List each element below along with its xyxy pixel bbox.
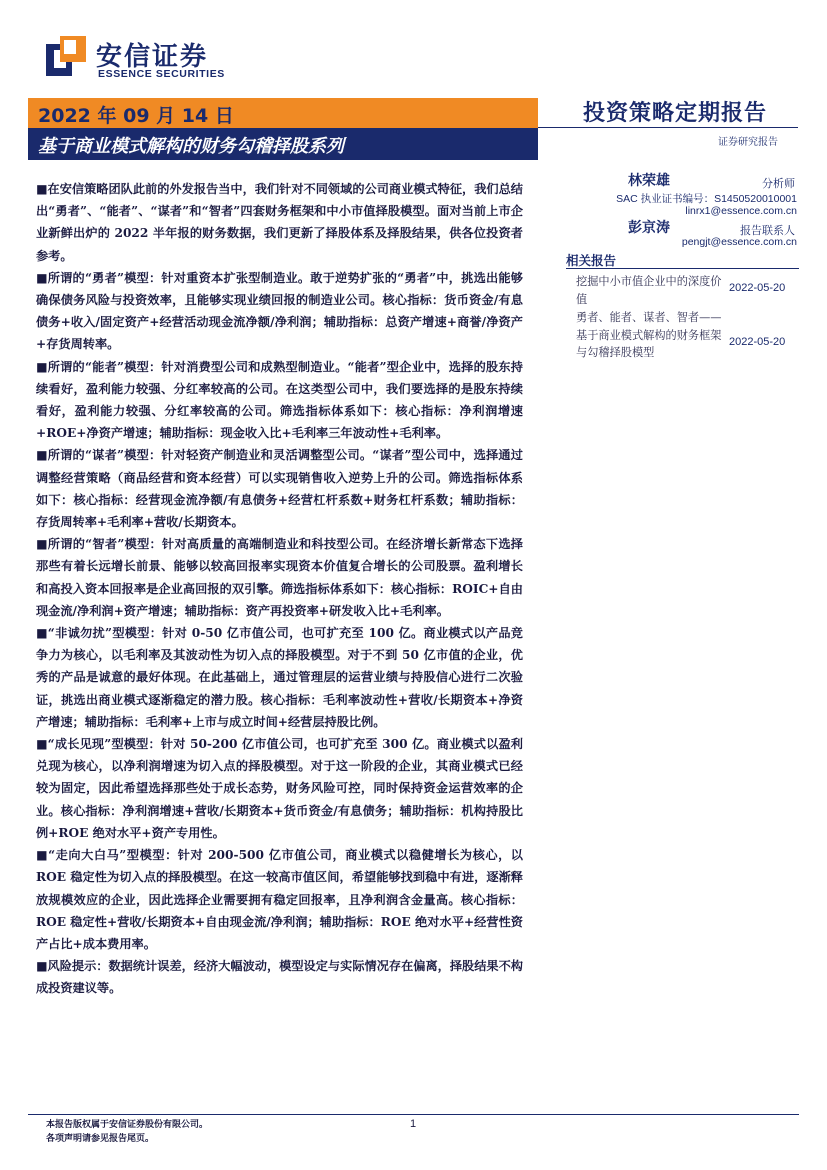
paragraph: ■“非诚勿扰”型模型：针对 0-50 亿市值公司，也可扩充至 100 亿。商业模式以产品竞争力为核心，以毛利率及其波动性为切入点的择股模型。对于不到 50 亿市值的企业，优秀的产品是诚意的最好体现。在此基础上，通过管理层的运营业绩与持股信心进行二次验证，挑选出商业模式逐渐稳定的潜力股。核心指标：毛利率波动性+营收/长期资本+净资产增速；辅助指标：毛利率+上市与成立时间+经营层持股比例。 xyxy=(36,626,523,729)
analyst-role: 分析师 xyxy=(762,177,795,190)
report-date: 2022 年 09 月 14 日 xyxy=(38,105,234,127)
footer-disclaimer: 各项声明请参见报告尾页。 xyxy=(46,1134,155,1144)
contact-email[interactable]: pengjt@essence.com.cn xyxy=(681,236,797,248)
footer-divider xyxy=(28,1114,799,1115)
essence-logo xyxy=(46,36,86,76)
related-report-date: 2022-05-20 xyxy=(729,282,786,294)
related-report-title[interactable]: 挖掘中小市值企业中的深度价值 xyxy=(576,275,722,306)
header-divider xyxy=(538,127,798,128)
report-title: 基于商业模式解构的财务勾稽择股系列 xyxy=(38,136,344,157)
analyst-cert: SAC 执业证书编号：S1450520010001 xyxy=(616,193,797,205)
contact-role: 报告联系人 xyxy=(740,224,795,237)
footer-copyright: 本报告版权属于安信证券股份有限公司。 xyxy=(46,1120,209,1130)
paragraph: ■“成长见现”型模型：针对 50-200 亿市值公司，也可扩充至 300 亿。商业模式以盈利兑现为核心，以净利润增速为切入点的择股模型。对于这一阶段的企业，其商业模式已经较为固定，因此希望选择那些处于成长态势，财务风险可控，同时保持资金运营效率的企业。核心指标：净利润增速+营收/长期资本+货币资金/有息债务；辅助指标：机构持股比例+ROE 绝对水平+资产专用性。 xyxy=(36,737,523,840)
paragraph: ■所谓的“勇者”模型：针对重资本扩张型制造业。敢于逆势扩张的“勇者”中，挑选出能够确保债务风险与投资效率，且能够实现业绩回报的制造业公司。核心指标：货币资金/有息债务+收入/固定资产+经营活动现金流净额/净利润；辅助指标：总资产增速+商誉/净资产+存货周转率。 xyxy=(36,270,523,352)
contact-name: 彭京涛 xyxy=(628,220,670,236)
related-report-date: 2022-05-20 xyxy=(729,336,786,348)
analyst-email[interactable]: linrx1@essence.com.cn xyxy=(685,205,797,217)
paragraph: ■风险提示：数据统计误差，经济大幅波动，模型设定与实际情况存在偏离，择股结果不构成投资建议等。 xyxy=(36,959,523,996)
paragraph: ■所谓的“谋者”模型：针对轻资产制造业和灵活调整型公司。“谋者”型公司中，选择通过调整经营策略（商品经营和资本经营）可以实现销售收入逆势上升的公司。筛选指标体系如下：核心指标：经营现金流净额/有息债务+经营杠杆系数+财务杠杆系数；辅助指标：存货周转率+毛利率+营收/长期资本。 xyxy=(36,448,523,530)
related-report-title[interactable]: 勇者、能者、谋者、智者——基于商业模式解构的财务框架与勾稽择股模型 xyxy=(576,311,722,359)
related-reports-heading: 相关报告 xyxy=(566,253,617,268)
paragraph: ■“走向大白马”型模型：针对 200-500 亿市值公司，商业模式以稳健增长为核心，以 ROE 稳定性为切入点的择股模型。在这一较高市值区间，希望能够找到稳中有进，逐渐释放规模效应的企业，因此选择企业需要拥有稳定回报率，且净利润含金量高。核心指标：ROE 稳定性+营收/长期资本+自由现金流/净利润；辅助指标：ROE 绝对水平+经营性资产占比+成本费用率。 xyxy=(36,848,523,951)
paragraph: ■所谓的“智者”模型：针对高质量的高端制造业和科技型公司。在经济增长新常态下选择那些有着长远增长前景、能够以较高回报率实现资本价值复合增长的公司股票。盈利增长和高投入资本回报率是企业高回报的双引擎。筛选指标体系如下：核心指标：ROIC+自由现金流/净利润+资产增速；辅助指标：资产再投资率+研发收入比+毛利率。 xyxy=(36,537,523,618)
analyst-name: 林荣雄 xyxy=(628,173,670,189)
related-divider xyxy=(566,268,799,269)
paragraph: ■在安信策略团队此前的外发报告当中，我们针对不同领域的公司商业模式特征，我们总结出“勇者”、“能者”、“谋者”和“智者”四套财务框架和中小市值择股模型。面对当前上市企业新鲜出炉的 2022 半年报的财务数据，我们更新了择股体系及择股结果，供各位投资者参考。 xyxy=(36,182,523,263)
report-subtype: 证券研究报告 xyxy=(718,137,778,148)
page-number: 1 xyxy=(410,1118,417,1130)
paragraph: ■所谓的“能者”模型：针对消费型公司和成熟型制造业。“能者”型企业中，选择的股东持续看好，盈利能力较强、分红率较高的公司。在这类型公司中，我们要选择的是股东持续看好，盈利能力较强、分红率较高的公司。筛选指标体系如下：核心指标：净利润增速+ROE+净资产增速；辅助指标：现金收入比+毛利率三年波动性+毛利率。 xyxy=(36,359,523,441)
brand-name-en: ESSENCE SECURITIES xyxy=(98,68,225,80)
report-summary xyxy=(36,178,523,1000)
brand-name-cn: 安信证券 xyxy=(96,42,209,72)
report-type: 投资策略定期报告 xyxy=(583,101,768,126)
